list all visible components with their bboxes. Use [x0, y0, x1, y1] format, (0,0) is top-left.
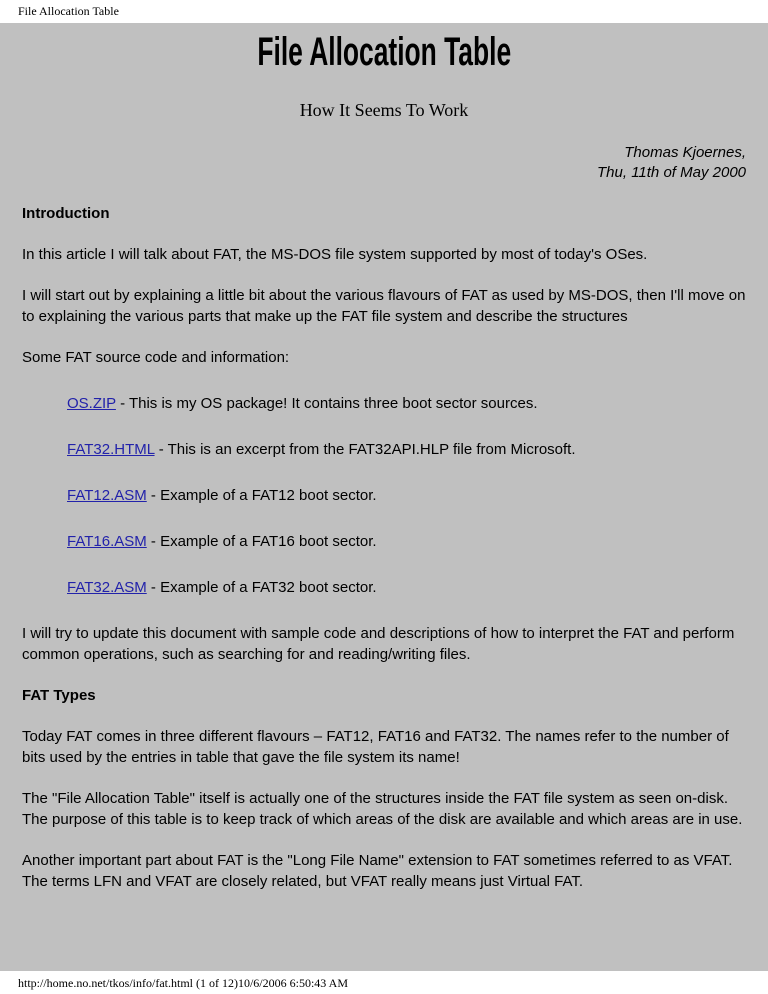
link-fat32-html-description: - This is an excerpt from the FAT32API.HLP file from Microsoft. — [154, 441, 576, 458]
intro-paragraph-1: In this article I will talk about FAT, the MS-DOS file system supported by most of today's OSes. — [22, 246, 648, 263]
page-title — [22, 31, 746, 73]
print-header — [0, 0, 768, 23]
print-footer — [0, 971, 768, 994]
link-os-zip[interactable]: OS.ZIP — [67, 395, 116, 412]
print-footer-url: http://home.no.net/tkos/info/fat.html (1 of 12)10/6/2006 6:50:43 AM — [18, 976, 348, 990]
link-line-fat32-asm — [67, 577, 746, 598]
author-name: Thomas Kjoernes, — [624, 144, 746, 161]
link-fat16-asm[interactable]: FAT16.ASM — [67, 533, 147, 550]
link-fat32-asm-description: - Example of a FAT32 boot sector. — [146, 579, 377, 596]
page-title-text: File Allocation Table — [257, 30, 511, 74]
link-fat32-asm[interactable]: FAT32.ASM — [67, 579, 147, 596]
link-line-os-zip — [67, 393, 746, 414]
fat-types-paragraph-1: Today FAT comes in three different flavours – FAT12, FAT16 and FAT32. The names refer to the number of bits used by the entries in table that gave the file system its name! — [22, 728, 729, 766]
link-line-fat16-asm — [67, 531, 746, 552]
link-os-zip-description: - This is my OS package! It contains three boot sector sources. — [115, 395, 538, 412]
heading-introduction: Introduction — [22, 205, 110, 222]
link-fat32-html[interactable]: FAT32.HTML — [67, 441, 155, 458]
document-page — [0, 23, 768, 971]
link-fat12-asm-description: - Example of a FAT12 boot sector. — [146, 487, 377, 504]
link-line-fat12-asm — [67, 485, 746, 506]
intro-paragraph-3: Some FAT source code and information: — [22, 349, 290, 366]
author-date: Thu, 11th of May 2000 — [597, 164, 746, 181]
intro-paragraph-2: I will start out by explaining a little bit about the various flavours of FAT as used by MS-DOS, then I'll move on to explaining the various parts that make up the FAT file system and describe the structures — [22, 287, 746, 325]
update-note-paragraph: I will try to update this document with sample code and descriptions of how to interpret the FAT and perform common operations, such as searching for and reading/writing files. — [22, 625, 735, 663]
heading-fat-types: FAT Types — [22, 687, 96, 704]
link-line-fat32-html — [67, 439, 746, 460]
author-block — [22, 143, 746, 183]
fat-types-paragraph-3: Another important part about FAT is the "Long File Name" extension to FAT sometimes referred to as VFAT. The terms LFN and VFAT are closely related, but VFAT really means just Virtual FAT. — [22, 852, 733, 890]
fat-types-paragraph-2: The "File Allocation Table" itself is actually one of the structures inside the FAT file system as seen on-disk. The purpose of this table is to keep track of which areas of the disk are available and which areas are in use. — [22, 790, 743, 828]
print-header-title: File Allocation Table — [18, 4, 119, 18]
link-fat12-asm[interactable]: FAT12.ASM — [67, 487, 147, 504]
link-fat16-asm-description: - Example of a FAT16 boot sector. — [146, 533, 377, 550]
page-subtitle: How It Seems To Work — [299, 100, 469, 120]
